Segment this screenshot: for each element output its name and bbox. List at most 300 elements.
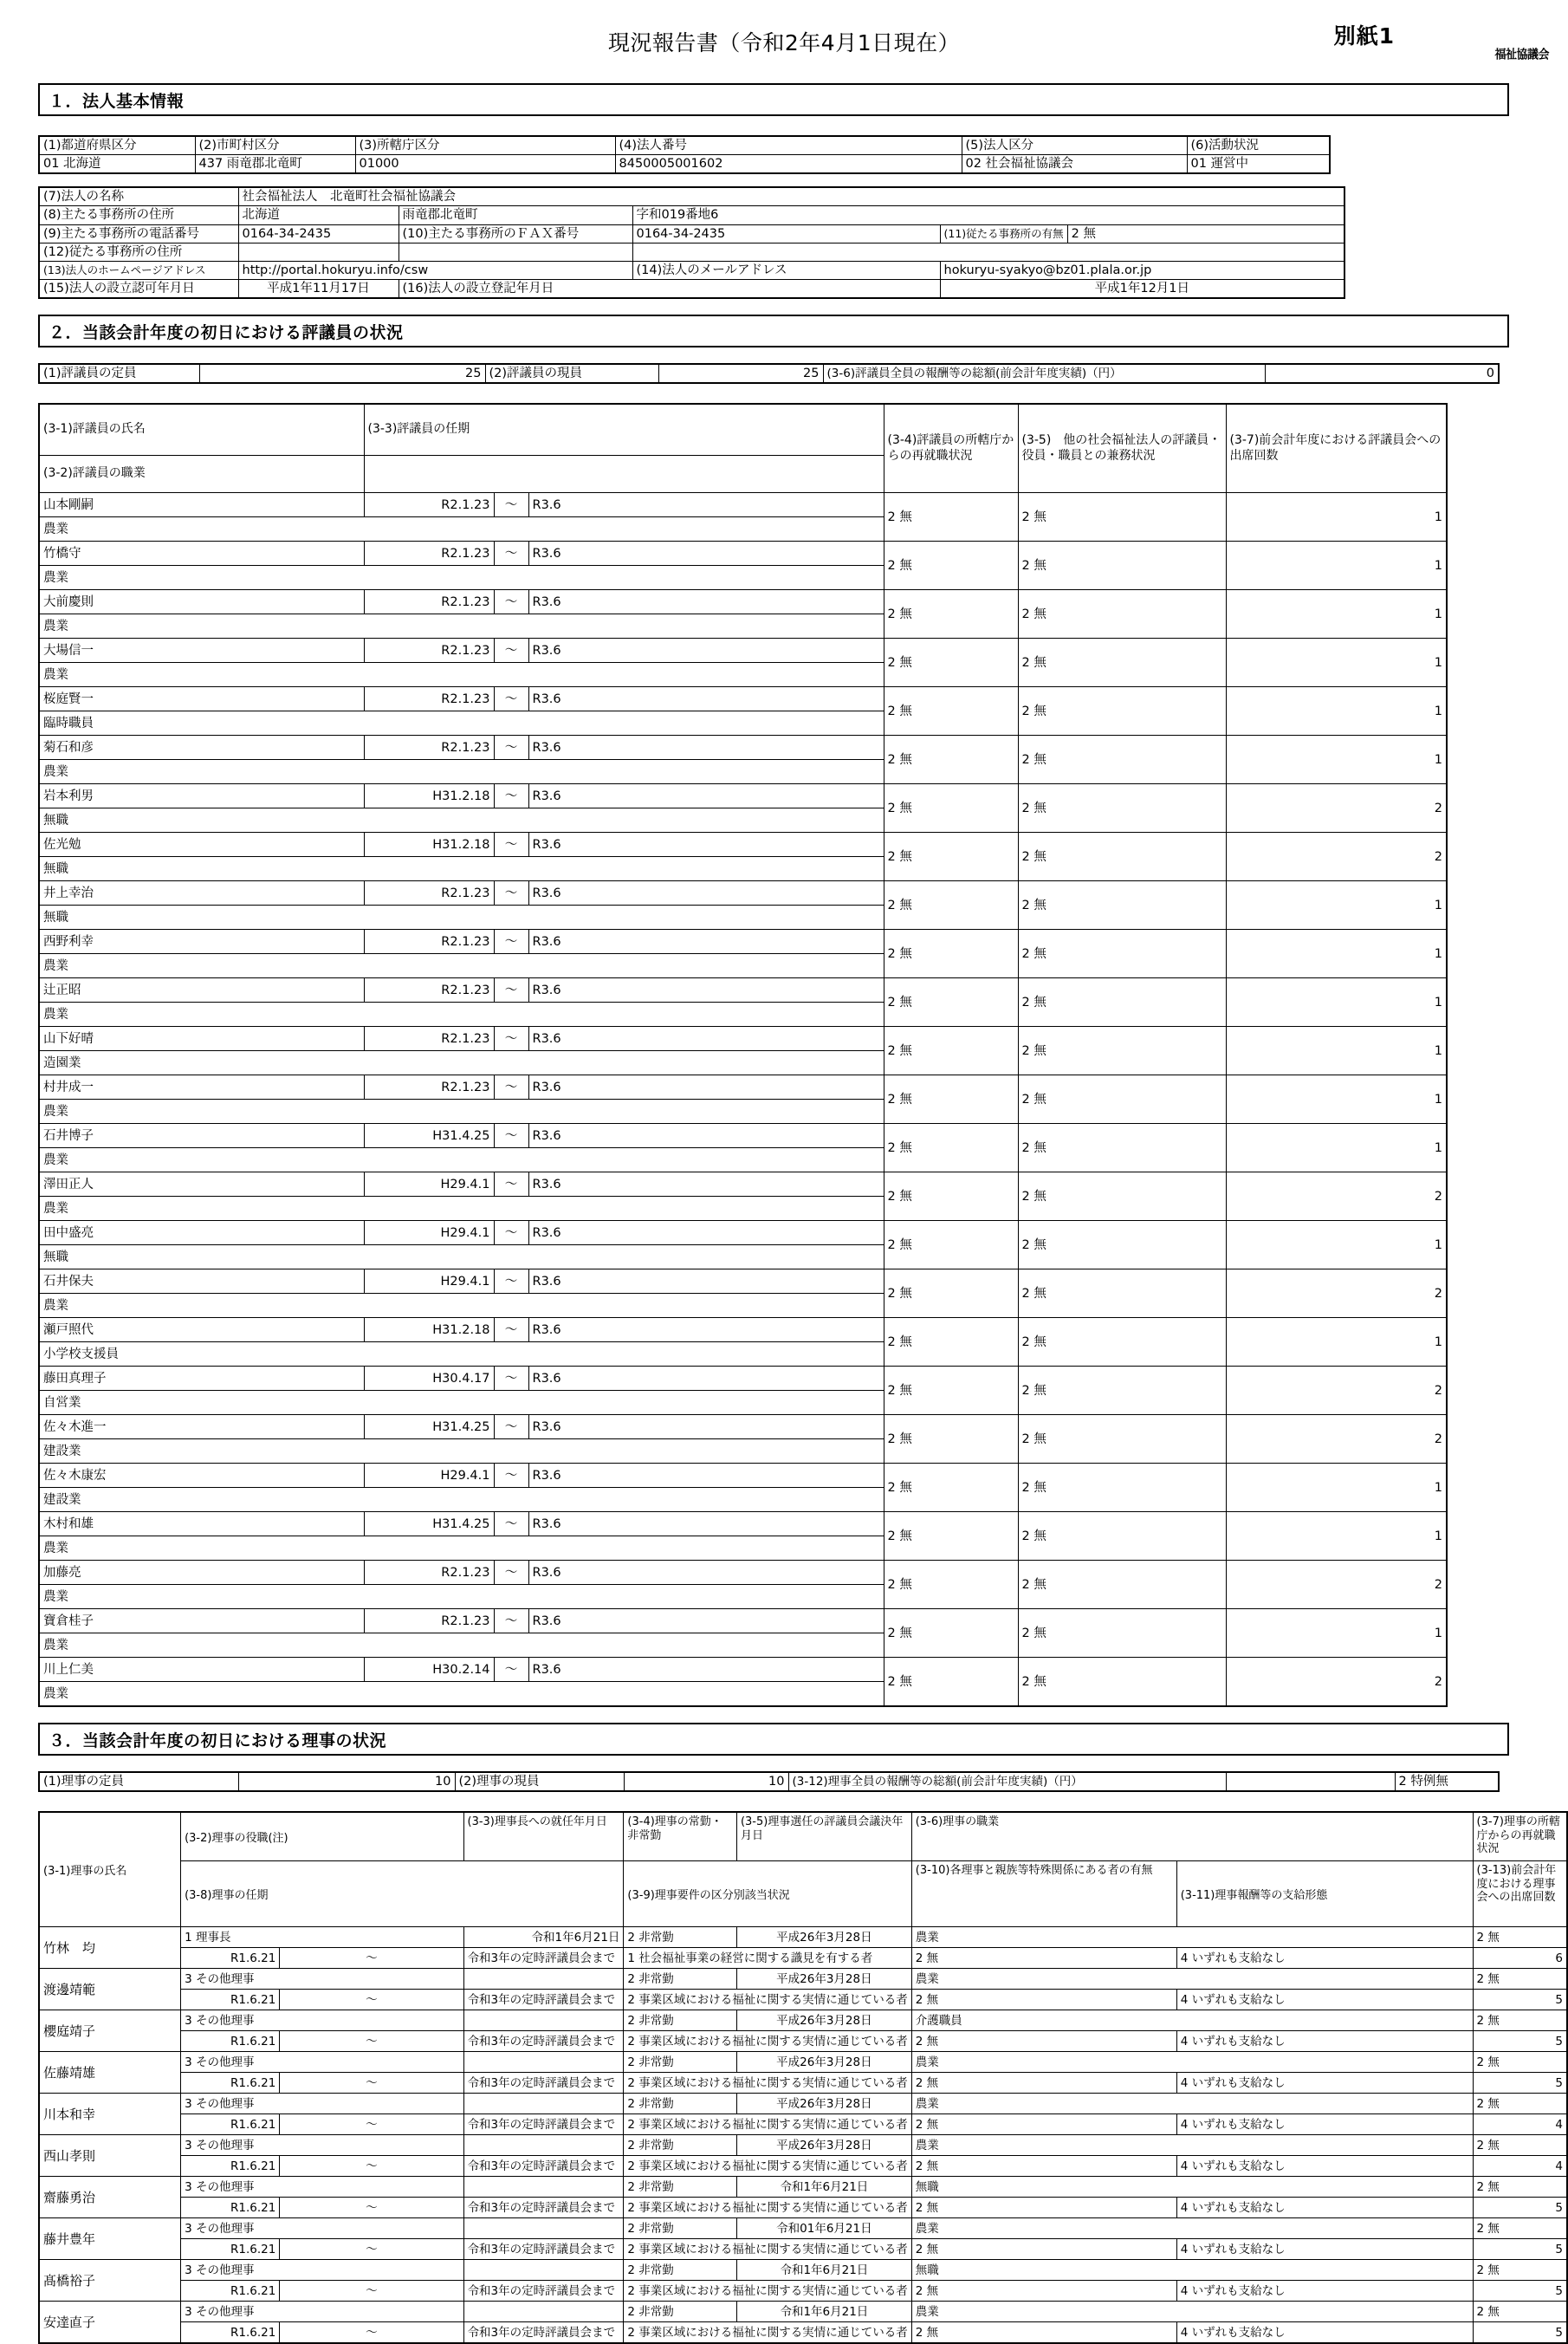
director-row-bottom (39, 1990, 1567, 2010)
councillor-term-from: R2.1.23 (364, 639, 494, 663)
councillor-reemployment: 2 無 (884, 736, 1018, 784)
councillor-header-row (39, 404, 1447, 456)
councillor-term-to: R3.6 (528, 1609, 884, 1633)
director-payment: 4 いずれも支給なし (1176, 1948, 1473, 1969)
councillor-term-to: R3.6 (528, 1464, 884, 1488)
director-fulltime: 2 非常勤 (624, 2094, 737, 2114)
councillor-concurrent: 2 無 (1018, 639, 1226, 687)
councillor-name: 川上仁美 (39, 1658, 364, 1682)
table-row (39, 364, 1499, 383)
label-main-office-fax: (10)主たる事務所のＦＡＸ番号 (398, 224, 632, 243)
col-header-councillor-concurrent: (3-5) 他の社会福祉法人の評議員・役員・職員との兼務状況 (1018, 404, 1226, 493)
councillor-concurrent: 2 無 (1018, 1415, 1226, 1464)
table-row (39, 136, 1330, 155)
councillor-term-from: H31.2.18 (364, 1318, 494, 1342)
councillor-term-tilde: ～ (494, 978, 528, 1003)
councillor-job: 農業 (39, 1148, 884, 1172)
value-corporation-type: 02 社会福祉協議会 (962, 155, 1187, 174)
councillor-name: 大場信一 (39, 639, 364, 663)
councillor-job: 建設業 (39, 1488, 884, 1512)
label-branch-address: (12)従たる事務所の住所 (39, 243, 238, 261)
director-row-top (39, 1927, 1567, 1948)
attachment-label: 別紙1 (1333, 23, 1395, 49)
director-attendance: 4 (1473, 2114, 1567, 2135)
director-name: 西山孝則 (39, 2135, 181, 2177)
director-post: 1 理事長 (181, 1927, 463, 1948)
councillor-term-to: R3.6 (528, 1512, 884, 1536)
councillor-attendance: 1 (1226, 1464, 1447, 1512)
councillor-attendance: 1 (1226, 1512, 1447, 1561)
councillor-row-name (39, 639, 1447, 663)
director-term-tilde: ～ (280, 1990, 463, 2010)
director-term-from: R1.6.21 (181, 2114, 280, 2135)
value-branch-city (398, 243, 632, 261)
councillor-job: 無職 (39, 1245, 884, 1269)
councillor-term-tilde: ～ (494, 1318, 528, 1342)
col-header-corporate-number: (4)法人番号 (615, 136, 962, 155)
director-attendance: 5 (1473, 2322, 1567, 2344)
councillor-summary-table (38, 363, 1500, 384)
councillor-job: 自営業 (39, 1391, 884, 1415)
councillor-reemployment: 2 無 (884, 1027, 1018, 1075)
director-job: 農業 (911, 2302, 1473, 2322)
col-header-corporation-type: (5)法人区分 (962, 136, 1187, 155)
director-row-top (39, 2094, 1567, 2114)
director-payment: 4 いずれも支給なし (1176, 2114, 1473, 2135)
director-reemployment: 2 無 (1473, 2177, 1567, 2198)
value-councillor-remuneration: 0 (1265, 364, 1499, 383)
councillor-term-from: H31.4.25 (364, 1415, 494, 1439)
councillor-attendance: 1 (1226, 639, 1447, 687)
director-requirement: 1 社会福祉事業の経営に関する識見を有する者 (624, 1948, 911, 1969)
councillor-row-name (39, 1027, 1447, 1051)
page-title: 現況報告書（令和2年4月1日現在） (607, 30, 961, 55)
table-row (39, 187, 1344, 206)
councillor-reemployment: 2 無 (884, 833, 1018, 881)
councillor-name: 藤田真理子 (39, 1367, 364, 1391)
councillor-name: 石井博子 (39, 1124, 364, 1148)
director-term-tilde: ～ (280, 2239, 463, 2260)
councillor-reemployment: 2 無 (884, 687, 1018, 736)
councillor-name: 田中盛亮 (39, 1221, 364, 1245)
councillor-job: 無職 (39, 906, 884, 930)
col-header-municipality: (2)市町村区分 (195, 136, 355, 155)
director-header-row-1 (39, 1812, 1567, 1860)
councillor-name: 加藤亮 (39, 1561, 364, 1585)
director-term-to: 令和3年の定時評議員会まで (463, 1990, 624, 2010)
councillor-job: 無職 (39, 808, 884, 833)
director-row-bottom (39, 2114, 1567, 2135)
councillor-term-tilde: ～ (494, 1415, 528, 1439)
councillor-attendance: 2 (1226, 1658, 1447, 1707)
councillor-reemployment: 2 無 (884, 639, 1018, 687)
col-header-spacer (364, 456, 884, 493)
value-branch-prefecture (238, 243, 398, 261)
councillor-term-to: R3.6 (528, 639, 884, 663)
councillor-reemployment: 2 無 (884, 1075, 1018, 1124)
director-term-tilde: ～ (280, 2198, 463, 2218)
councillor-name: 佐光勉 (39, 833, 364, 857)
director-elect-date: 令和1年6月21日 (736, 2260, 911, 2281)
councillor-job: 農業 (39, 954, 884, 978)
councillor-term-tilde: ～ (494, 493, 528, 517)
director-fulltime: 2 非常勤 (624, 1969, 737, 1990)
councillor-job: 農業 (39, 1197, 884, 1221)
director-elect-date: 令和1年6月21日 (736, 2177, 911, 2198)
director-row-bottom (39, 2198, 1567, 2218)
director-requirement: 2 事業区域における福祉に関する実情に通じている者 (624, 2198, 911, 2218)
director-attendance: 5 (1473, 2031, 1567, 2052)
director-name: 佐藤靖雄 (39, 2052, 181, 2094)
councillor-attendance: 1 (1226, 493, 1447, 542)
councillor-term-tilde: ～ (494, 930, 528, 954)
director-post: 3 その他理事 (181, 2260, 463, 2281)
councillor-name: 瀬戸照代 (39, 1318, 364, 1342)
councillor-row-name (39, 881, 1447, 906)
value-approval-date: 平成1年11月17日 (238, 279, 398, 298)
director-relatives: 2 無 (911, 1948, 1176, 1969)
councillor-reemployment: 2 無 (884, 542, 1018, 590)
councillor-row-name (39, 1221, 1447, 1245)
councillor-concurrent: 2 無 (1018, 1075, 1226, 1124)
director-fulltime: 2 非常勤 (624, 2260, 737, 2281)
table-row (39, 261, 1344, 279)
director-relatives: 2 無 (911, 2073, 1176, 2094)
director-requirement: 2 事業区域における福祉に関する実情に通じている者 (624, 2073, 911, 2094)
director-relatives: 2 無 (911, 2239, 1176, 2260)
document-header (0, 0, 1568, 83)
label-councillor-remuneration: (3-6)評議員全員の報酬等の総額(前会計年度実績)（円） (823, 364, 1265, 383)
councillor-term-from: H31.4.25 (364, 1124, 494, 1148)
councillor-reemployment: 2 無 (884, 1464, 1018, 1512)
councillor-row-name (39, 1124, 1447, 1148)
councillor-attendance: 1 (1226, 1027, 1447, 1075)
councillor-name: 山本剛嗣 (39, 493, 364, 517)
councillor-term-to: R3.6 (528, 1269, 884, 1294)
director-attendance: 5 (1473, 1990, 1567, 2010)
director-term-tilde: ～ (280, 2322, 463, 2344)
director-term-from: R1.6.21 (181, 2281, 280, 2302)
councillor-term-tilde: ～ (494, 833, 528, 857)
councillor-name: 澤田正人 (39, 1172, 364, 1197)
basic-info-table-a-wrap (38, 135, 1568, 174)
director-payment: 4 いずれも支給なし (1176, 1990, 1473, 2010)
director-elect-date: 平成26年3月28日 (736, 2135, 911, 2156)
director-payment: 4 いずれも支給なし (1176, 2198, 1473, 2218)
councillor-row-name (39, 493, 1447, 517)
councillor-job: 造園業 (39, 1051, 884, 1075)
councillor-term-to: R3.6 (528, 1172, 884, 1197)
col-header-director-name: (3-1)理事の氏名 (39, 1812, 181, 1927)
councillor-table-wrap (38, 403, 1568, 1707)
director-fulltime: 2 非常勤 (624, 2177, 737, 2198)
councillor-name: 菊石和彦 (39, 736, 364, 760)
councillor-row-name (39, 1269, 1447, 1294)
director-fulltime: 2 非常勤 (624, 2302, 737, 2322)
councillor-reemployment: 2 無 (884, 1318, 1018, 1367)
director-reemployment: 2 無 (1473, 2260, 1567, 2281)
councillor-concurrent: 2 無 (1018, 1269, 1226, 1318)
table-row (39, 155, 1330, 174)
director-post: 3 その他理事 (181, 2052, 463, 2073)
director-reemployment: 2 無 (1473, 2135, 1567, 2156)
councillor-concurrent: 2 無 (1018, 1512, 1226, 1561)
label-registration-date: (16)法人の設立登記年月日 (398, 279, 940, 298)
director-requirement: 2 事業区域における福祉に関する実情に通じている者 (624, 2031, 911, 2052)
councillor-reemployment: 2 無 (884, 1124, 1018, 1172)
councillor-term-tilde: ～ (494, 1512, 528, 1536)
councillor-name: 木村和雄 (39, 1512, 364, 1536)
councillor-term-to: R3.6 (528, 736, 884, 760)
councillor-reemployment: 2 無 (884, 1561, 1018, 1609)
basic-info-table-a (38, 135, 1331, 174)
councillor-term-to: R3.6 (528, 881, 884, 906)
councillor-attendance: 1 (1226, 1609, 1447, 1658)
director-row-bottom (39, 2239, 1567, 2260)
director-row-bottom (39, 1948, 1567, 1969)
director-attendance: 5 (1473, 2073, 1567, 2094)
label-director-remuneration: (3-12)理事全員の報酬等の総額(前会計年度実績)（円） (788, 1772, 1226, 1791)
director-row-top (39, 2052, 1567, 2073)
director-chair-date: 令和1年6月21日 (463, 1927, 624, 1948)
director-term-from: R1.6.21 (181, 1990, 280, 2010)
councillor-row-name (39, 930, 1447, 954)
director-fulltime: 2 非常勤 (624, 2218, 737, 2239)
councillor-term-tilde: ～ (494, 1027, 528, 1051)
director-chair-date (463, 2260, 624, 2281)
director-requirement: 2 事業区域における福祉に関する実情に通じている者 (624, 1990, 911, 2010)
councillor-attendance: 2 (1226, 1561, 1447, 1609)
director-payment: 4 いずれも支給なし (1176, 2031, 1473, 2052)
councillor-concurrent: 2 無 (1018, 1318, 1226, 1367)
value-authority: 01000 (355, 155, 615, 174)
councillor-term-tilde: ～ (494, 881, 528, 906)
director-name: 川本和幸 (39, 2094, 181, 2135)
councillor-reemployment: 2 無 (884, 590, 1018, 639)
director-payment: 4 いずれも支給なし (1176, 2156, 1473, 2177)
councillor-term-from: H31.4.25 (364, 1512, 494, 1536)
director-payment: 4 いずれも支給なし (1176, 2239, 1473, 2260)
director-relatives: 2 無 (911, 2156, 1176, 2177)
director-requirement: 2 事業区域における福祉に関する実情に通じている者 (624, 2322, 911, 2344)
director-post: 3 その他理事 (181, 2218, 463, 2239)
director-term-tilde: ～ (280, 2031, 463, 2052)
director-row-bottom (39, 2031, 1567, 2052)
councillor-job: 農業 (39, 760, 884, 784)
value-branch-rest (632, 243, 1344, 261)
director-term-to: 令和3年の定時評議員会まで (463, 2156, 624, 2177)
councillor-term-tilde: ～ (494, 736, 528, 760)
col-header-director-requirement: (3-9)理事要件の区分別該当状況 (624, 1861, 911, 1927)
director-reemployment: 2 無 (1473, 2302, 1567, 2322)
councillor-attendance: 2 (1226, 1172, 1447, 1221)
councillor-concurrent: 2 無 (1018, 1221, 1226, 1269)
director-row-bottom (39, 2322, 1567, 2344)
councillor-row-name (39, 784, 1447, 808)
councillor-reemployment: 2 無 (884, 1221, 1018, 1269)
councillor-reemployment: 2 無 (884, 978, 1018, 1027)
councillor-term-tilde: ～ (494, 1075, 528, 1100)
councillor-term-from: H30.2.14 (364, 1658, 494, 1682)
director-requirement: 2 事業区域における福祉に関する実情に通じている者 (624, 2114, 911, 2135)
councillor-term-tilde: ～ (494, 1464, 528, 1488)
director-elect-date: 令和1年6月21日 (736, 2302, 911, 2322)
director-row-top (39, 2302, 1567, 2322)
director-name: 齋藤勇治 (39, 2177, 181, 2218)
councillor-concurrent: 2 無 (1018, 493, 1226, 542)
councillor-term-to: R3.6 (528, 493, 884, 517)
councillor-name: 佐々木進一 (39, 1415, 364, 1439)
director-post: 3 その他理事 (181, 2302, 463, 2322)
director-relatives: 2 無 (911, 1990, 1176, 2010)
councillor-concurrent: 2 無 (1018, 1367, 1226, 1415)
councillor-attendance: 1 (1226, 1221, 1447, 1269)
director-name: 藤井豊年 (39, 2218, 181, 2260)
col-header-councillor-name: (3-1)評議員の氏名 (39, 404, 364, 456)
director-term-from: R1.6.21 (181, 2322, 280, 2344)
councillor-attendance: 1 (1226, 978, 1447, 1027)
councillor-term-tilde: ～ (494, 639, 528, 663)
councillor-reemployment: 2 無 (884, 1512, 1018, 1561)
director-name: 安達直子 (39, 2302, 181, 2344)
director-term-to: 令和3年の定時評議員会まで (463, 2114, 624, 2135)
councillor-term-from: H29.4.1 (364, 1221, 494, 1245)
value-homepage: http://portal.hokuryu.info/csw (238, 261, 632, 279)
councillor-concurrent: 2 無 (1018, 930, 1226, 978)
councillor-concurrent: 2 無 (1018, 1172, 1226, 1221)
col-header-director-payment: (3-11)理事報酬等の支給形態 (1176, 1861, 1473, 1927)
director-post: 3 その他理事 (181, 2135, 463, 2156)
value-director-current: 10 (624, 1772, 788, 1791)
director-job: 農業 (911, 2218, 1473, 2239)
director-chair-date (463, 2010, 624, 2031)
councillor-reemployment: 2 無 (884, 1658, 1018, 1707)
director-term-tilde: ～ (280, 2114, 463, 2135)
value-main-office-phone: 0164-34-2435 (238, 224, 398, 243)
councillor-job: 農業 (39, 517, 884, 542)
councillor-term-from: R2.1.23 (364, 542, 494, 566)
col-header-director-reemployment: (3-7)理事の所轄庁からの再就職状況 (1473, 1812, 1567, 1860)
director-attendance: 6 (1473, 1948, 1567, 1969)
value-branch-exists: 2 無 (1067, 224, 1344, 243)
councillor-attendance: 2 (1226, 1367, 1447, 1415)
councillor-job: 小学校支援員 (39, 1342, 884, 1367)
councillor-row-name (39, 1415, 1447, 1439)
councillor-reemployment: 2 無 (884, 881, 1018, 930)
councillor-term-from: R2.1.23 (364, 493, 494, 517)
councillor-row-name (39, 1464, 1447, 1488)
councillor-job: 農業 (39, 663, 884, 687)
label-corporation-name: (7)法人の名称 (39, 187, 238, 206)
section-1-banner: １．法人基本情報 (38, 83, 1509, 116)
table-row (39, 243, 1344, 261)
director-reemployment: 2 無 (1473, 2052, 1567, 2073)
director-chair-date (463, 1969, 624, 1990)
col-header-authority: (3)所轄庁区分 (355, 136, 615, 155)
director-chair-date (463, 2302, 624, 2322)
label-branch-exists: (11)従たる事務所の有無 (940, 224, 1067, 243)
councillor-term-from: R2.1.23 (364, 687, 494, 711)
director-row-bottom (39, 2073, 1567, 2094)
label-director-current: (2)理事の現員 (455, 1772, 624, 1791)
director-fulltime: 2 非常勤 (624, 2135, 737, 2156)
director-term-tilde: ～ (280, 2156, 463, 2177)
councillor-row-name (39, 1075, 1447, 1100)
councillor-concurrent: 2 無 (1018, 881, 1226, 930)
col-header-councillor-attendance: (3-7)前会計年度における評議員会への出席回数 (1226, 404, 1447, 493)
value-director-quota: 10 (238, 1772, 455, 1791)
director-post: 3 その他理事 (181, 2177, 463, 2198)
councillor-row-name (39, 1318, 1447, 1342)
label-councillor-current: (2)評議員の現員 (485, 364, 658, 383)
director-reemployment: 2 無 (1473, 1969, 1567, 1990)
director-chair-date (463, 2218, 624, 2239)
councillor-name: 岩本利男 (39, 784, 364, 808)
director-attendance: 5 (1473, 2239, 1567, 2260)
director-term-from: R1.6.21 (181, 2156, 280, 2177)
director-term-tilde: ～ (280, 2281, 463, 2302)
councillor-term-tilde: ～ (494, 687, 528, 711)
councillor-term-from: R2.1.23 (364, 978, 494, 1003)
director-chair-date (463, 2177, 624, 2198)
director-relatives: 2 無 (911, 2281, 1176, 2302)
director-term-to: 令和3年の定時評議員会まで (463, 1948, 624, 1969)
councillor-term-tilde: ～ (494, 1221, 528, 1245)
councillor-term-tilde: ～ (494, 1367, 528, 1391)
councillor-row-name (39, 736, 1447, 760)
councillor-term-tilde: ～ (494, 1269, 528, 1294)
director-requirement: 2 事業区域における福祉に関する実情に通じている者 (624, 2239, 911, 2260)
director-summary-table (38, 1771, 1500, 1792)
councillor-reemployment: 2 無 (884, 1367, 1018, 1415)
councillor-name: 桜庭賢一 (39, 687, 364, 711)
section-3-banner: ３．当該会計年度の初日における理事の状況 (38, 1723, 1509, 1756)
director-relatives: 2 無 (911, 2322, 1176, 2344)
councillor-term-from: R2.1.23 (364, 736, 494, 760)
director-row-top (39, 2260, 1567, 2281)
director-attendance: 5 (1473, 2281, 1567, 2302)
col-header-director-elect-date: (3-5)理事選任の評議員会議決年月日 (736, 1812, 911, 1860)
councillor-term-from: R2.1.23 (364, 1075, 494, 1100)
director-job: 農業 (911, 2135, 1473, 2156)
director-fulltime: 2 非常勤 (624, 2010, 737, 2031)
director-fulltime: 2 非常勤 (624, 1927, 737, 1948)
councillor-job: 農業 (39, 566, 884, 590)
value-main-office-rest: 字和019番地6 (632, 206, 1344, 224)
director-name: 竹林 均 (39, 1927, 181, 1969)
value-prefecture: 01 北海道 (39, 155, 195, 174)
col-header-director-fulltime: (3-4)理事の常勤・非常勤 (624, 1812, 737, 1860)
councillor-term-tilde: ～ (494, 1172, 528, 1197)
col-header-director-relatives: (3-10)各理事と親族等特殊関係にある者の有無 (911, 1861, 1176, 1927)
councillor-row-name (39, 978, 1447, 1003)
director-payment: 4 いずれも支給なし (1176, 2073, 1473, 2094)
director-term-from: R1.6.21 (181, 2239, 280, 2260)
councillor-attendance: 1 (1226, 1075, 1447, 1124)
councillor-term-tilde: ～ (494, 1561, 528, 1585)
director-table (38, 1811, 1568, 2344)
councillor-attendance: 2 (1226, 784, 1447, 833)
director-reemployment: 2 無 (1473, 1927, 1567, 1948)
councillor-term-tilde: ～ (494, 542, 528, 566)
councillor-concurrent: 2 無 (1018, 590, 1226, 639)
councillor-job: 無職 (39, 857, 884, 881)
councillor-name: 西野利幸 (39, 930, 364, 954)
councillor-name: 山下好晴 (39, 1027, 364, 1051)
director-elect-date: 令和01年6月21日 (736, 2218, 911, 2239)
councillor-term-from: R2.1.23 (364, 1561, 494, 1585)
councillor-row-name (39, 1561, 1447, 1585)
